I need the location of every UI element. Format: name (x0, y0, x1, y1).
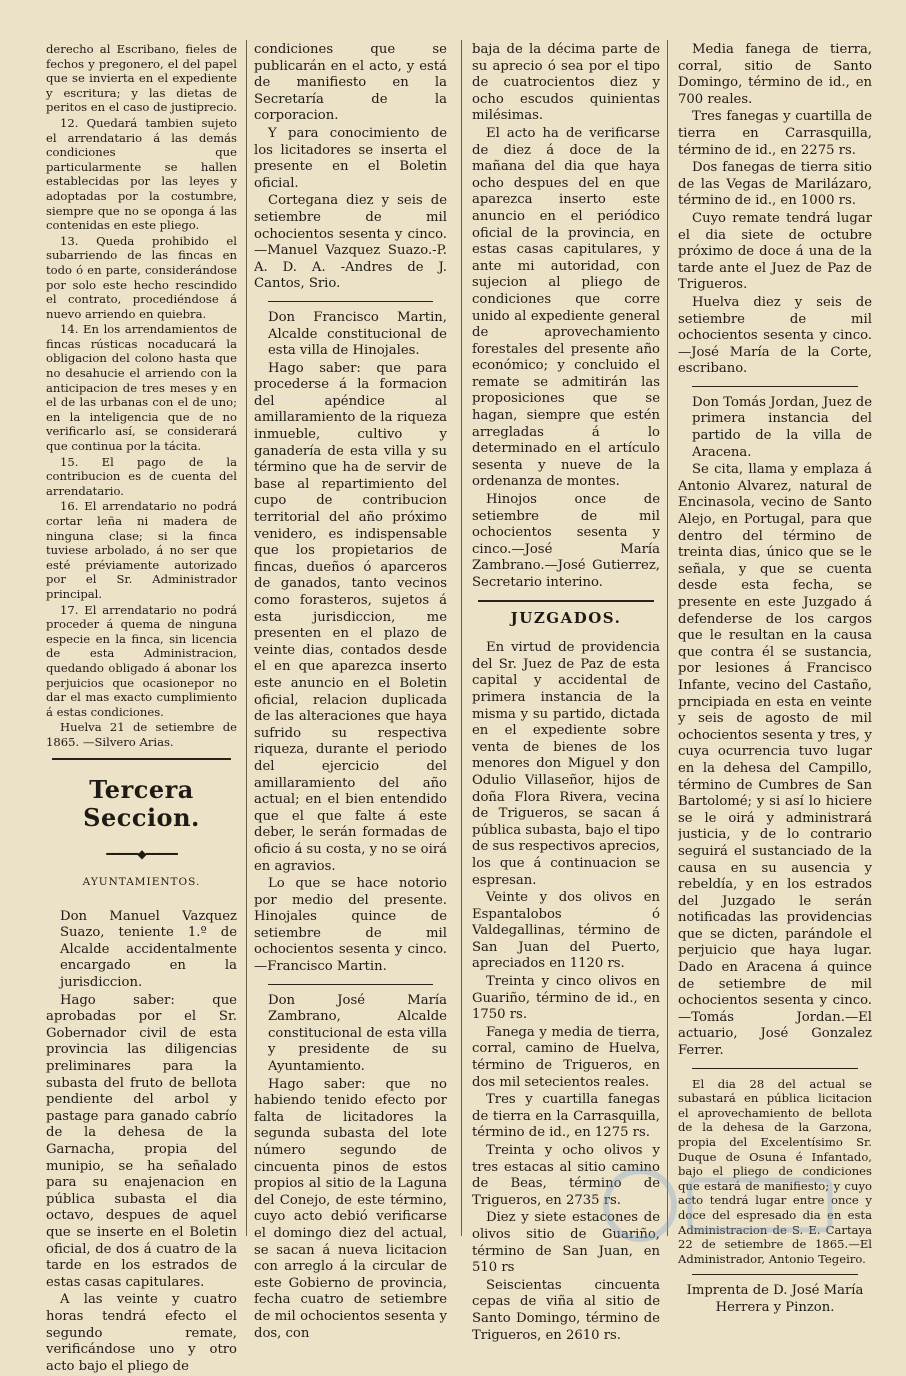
notice-heading: Don Francisco Martin, Alcalde constitucional de esta villa de Hinojales. (268, 309, 447, 359)
section-subheading: JUZGADOS. (510, 608, 622, 627)
column-4 (678, 42, 872, 1318)
paragraph: Cortegana diez y seis de setiembre de mil ochocientos sesenta y cinco. —Manuel Vazquez Suazo.-P. A. D. A. -Andres de J. Cantos, Srio. (254, 193, 447, 292)
paragraph: 16. El arrendatario no podrá cortar leña ni madera de ninguna clase; si la finca tuviese arbolado, á no ser que esté préviamente autorizado por el Sr. Administrador principal. (46, 499, 237, 601)
paragraph: El dia 28 del actual se subastará en pública licitacion el aprovechamiento de bellota de la dehesa de la Garzona, propia del Excelentísimo Sr. Duque de Osuna é Infantado, bajo el pliego de condiciones que estará de manifiesto; y cuyo acto tendrá lugar entre once y doce del espresado dia en esta Administracion de S. E. Cartaya 22 de setiembre de 1865.—El Administrador, Antonio Tegeiro. (678, 1076, 872, 1266)
paragraph: Hinojos once de setiembre de mil ochocientos sesenta y cinco.—José María Zambrano.—José Gutierrez, Secretario interino. (472, 492, 660, 590)
column-2 (254, 42, 447, 1343)
notice-divider (692, 1274, 858, 1275)
paragraph: Tres y cuartilla fanegas de tierra en la Carrasquilla, término de id., en 1275 rs. (472, 1092, 660, 1141)
signature-line: Huelva 21 de setiembre de 1865. —Silvero Arias. (46, 720, 237, 749)
notice-heading: Don Tomás Jordan, Juez de primera instancia del partido de la villa de Aracena. (692, 394, 872, 460)
paragraph: Tres fanegas y cuartilla de tierra en Carrasquilla, término de id., en 2275 rs. (678, 109, 872, 158)
section-divider (52, 758, 231, 760)
paragraph: Diez y siete estacones de olivos sitio de Guariño, término de San Juan, en 510 rs (472, 1210, 660, 1276)
notice-divider (692, 386, 858, 387)
printer-imprint: Imprenta de D. José María Herrera y Pinzon. (686, 1283, 864, 1315)
paragraph: Lo que se hace notorio por medio del presente. Hinojales quince de setiembre de mil ochocientos sesenta y cinco.—Francisco Martin. (254, 876, 447, 975)
paragraph: Seiscientas cincuenta cepas de viña al sitio de Santo Domingo, término de Trigueros, en 2610 rs. (472, 1277, 660, 1343)
column-divider (461, 40, 462, 1236)
watermark-stamp (600, 1150, 840, 1250)
paragraph: 17. El arrendatario no podrá proceder á quema de ninguna especie en la finca, sin licencia de esta Administracion, quedando obligado á abonar los perjuicios que ocasionepor no dar el mas exacto cumplimiento á estas condiciones. (46, 602, 237, 719)
paragraph: Fanega y media de tierra, corral, camino de Huelva, término de Trigueros, en dos mil setecientos reales. (472, 1024, 660, 1090)
paragraph: En virtud de providencia del Sr. Juez de Paz de esta capital y accidental de primera instancia de la misma y su partido, dictada en el expediente sobre venta de bienes de los menores don Miguel y don Odulio Villaseñor, hijos de doña Flora Rivera, vecina de Trigueros, se sacan á pública subasta, bajo el tipo de sus respectivos aprecios, los que á continuacion se espresan. (472, 640, 660, 888)
paragraph: Hago saber: que para procederse á la formacion del apéndice al amillaramiento de la riqueza inmueble, cultivo y ganadería de esta villa y su término que ha de servir de base al repartimiento del cupo de contribucion territorial del año próximo venidero, es indispensable que los propietarios de fincas, dueños ó aparceros de ganados, tanto vecinos como forasteros, sujetos á esta jurisdiccion, me presenten en el plazo de veinte dias, contados desde el en que aparezca inserto este anuncio en el Boletin oficial, relacion duplicada de las alteraciones que haya sufrido su respectiva riqueza, durante el periodo del ejercicio del amillaramiento del año actual; en el bien entendido que el que falte á este deber, le serán formadas de oficio á su costa, y no se oirá en agravios. (254, 360, 447, 874)
paragraph: Treinta y cinco olivos en Guariño, término de id., en 1750 rs. (472, 974, 660, 1023)
section-divider (478, 600, 654, 602)
watermark-logo-icon (600, 1150, 840, 1250)
paragraph: El acto ha de verificarse de diez á doce de la mañana del dia que haya ocho despues del en que aparezca inserto este anuncio en el periódico oficial de la provincia, en estas casas capitulares, y ante mi autoridad, con sujecion al pliego de condiciones que corre unido al expediente general de aprovechamiento forestales del presente año económico; y concluido el remate se admitirán las proposiciones que se hagan, siempre que estén arregladas á lo determinado en el artículo sesenta y nueve de la ordenanza de montes. (472, 125, 660, 490)
section-subheading: AYUNTAMIENTOS. (82, 876, 201, 889)
column-divider (667, 40, 668, 1236)
paragraph: A las veinte y cuatro horas tendrá efecto el segundo remate, verificándose uno y otro acto bajo el pliego de (46, 1292, 237, 1374)
paragraph: Hago saber: que aprobadas por el Sr. Gobernador civil de esta provincia las diligencias preliminares para la subasta del fruto de bellota pendiente del arbol y pastage para ganado cabrío de la dehesa de la Garnacha, propia del munipio, se ha señalado para su enajenacion en pública subasta el dia octavo, despues de aquel que se inserte en el Boletin oficial, de dos á cuatro de la tarde en los estrados de estas casas capitulares. (46, 992, 237, 1290)
notice-heading: Don Manuel Vazquez Suazo, teniente 1.º de Alcalde accidentalmente encargado en la jurisdiccion. (60, 908, 237, 991)
paragraph: 12. Quedará tambien sujeto el arrendatario á las demás condiciones que particularmente se hallen establecidas por las leyes y adoptadas por la costumbre, siempre que no se oponga á las contenidas en este pliego. (46, 115, 237, 233)
paragraph: condiciones que se publicarán en el acto, y está de manifiesto en la Secretaría de la corporacion. (254, 42, 447, 124)
section-title: Tercera Seccion. (83, 774, 200, 832)
paragraph: Hago saber: que no habiendo tenido efecto por falta de licitadores la segunda subasta del lote número segundo de cincuenta pinos de estos propios al sitio de la Laguna del Conejo, de este término, cuyo acto debió verificarse el domingo diez del actual, se sacan á nueva licitacion con arreglo á la circular de este Gobierno de provincia, fecha cuatro de setiembre de mil ochocientos sesenta y dos, con (254, 1076, 447, 1341)
paragraph: Cuyo remate tendrá lugar el dia siete de octubre próximo de doce á una de la tarde ante el Juez de Paz de Trigueros. (678, 210, 872, 293)
paragraph: 13. Queda prohibido el subarriendo de las fincas en todo ó en parte, considerándose por solo este hecho rescindido el contrato, procediéndose á nuevo arriendo en quiebra. (46, 233, 237, 321)
paragraph: Y para conocimiento de los licitadores se inserta el presente en el Boletin oficial. (254, 125, 447, 191)
paragraph: 14. En los arrendamientos de fincas rústicas nocaducará la obligacion del colono hasta que no desahucie el arriendo con la anticipacion de tres meses y en el de las urbanas con el de uno; en la inteligencia que de no verificarlo así, se considerará que continua por la tácita. (46, 322, 237, 454)
paragraph: Se cita, llama y emplaza á Antonio Alvarez, natural de Encinasola, vecino de Santo Alejo, en Portugal, para que dentro del término de treinta dias, único que se le señala, y que se cuenta desde esta fecha, se presente en este Juzgado á defenderse de los cargos que le resultan en la causa que contra él se sustancia, por lesiones á Francisco Infante, vecino del Castaño, prncipiada en esta en veinte y seis de agosto de mil ochocientos sesenta y tres, y cuya ocurrencia tuvo lugar en la dehesa del Campillo, término de Cumbres de San Bartolomé; y si así lo hiciere se le oirá y administrará justicia, y de lo contrario seguirá el sustanciado de la causa en su ausencia y rebeldía, y en los estrados del Juzgado le serán notificadas las providencias que se dicten, parándole el perjuicio que haya lugar. Dado en Aracena á quince de setiembre de mil ochocientos sesenta y cinco.—Tomás Jordan.—El actuario, José Gonzalez Ferrer. (678, 462, 872, 1059)
paragraph: derecho al Escribano, fieles de fechos y pregonero, el del papel que se invierta en el expediente y escritura; y las dietas de peritos en el caso de justiprecio. (46, 42, 237, 115)
notice-divider (268, 301, 433, 302)
notice-heading: Don José María Zambrano, Alcalde constitucional de esta villa y presidente de su Ayuntamiento. (268, 992, 447, 1075)
column-1 (46, 42, 237, 1376)
paragraph: Media fanega de tierra, corral, sitio de Santo Domingo, término de id., en 700 reales. (678, 42, 872, 107)
notice-divider (268, 984, 433, 985)
column-divider (246, 40, 247, 1236)
paragraph: 15. El pago de la contribucion es de cuenta del arrendatario. (46, 454, 237, 498)
paragraph: Huelva diez y seis de setiembre de mil ochocientos sesenta y cinco.—José María de la Corte, escribano. (678, 294, 872, 377)
paragraph: Veinte y dos olivos en Espantalobos ó Valdegallinas, término de San Juan del Puerto, apreciados en 1120 rs. (472, 890, 660, 972)
paragraph: baja de la décima parte de su aprecio ó sea por el tipo de cuatrocientos diez y ocho escudos quinientas milésimas. (472, 42, 660, 124)
paragraph: Treinta y ocho olivos y tres estacas al sitio camino de Beas, término de Trigueros, en 2735 rs. (472, 1143, 660, 1208)
paragraph: Dos fanegas de tierra sitio de las Vegas de Marilázaro, término de id., en 1000 rs. (678, 160, 872, 209)
notice-divider (692, 1068, 858, 1069)
ornament-divider: ━━━━━◆━━━━━ (106, 846, 177, 861)
